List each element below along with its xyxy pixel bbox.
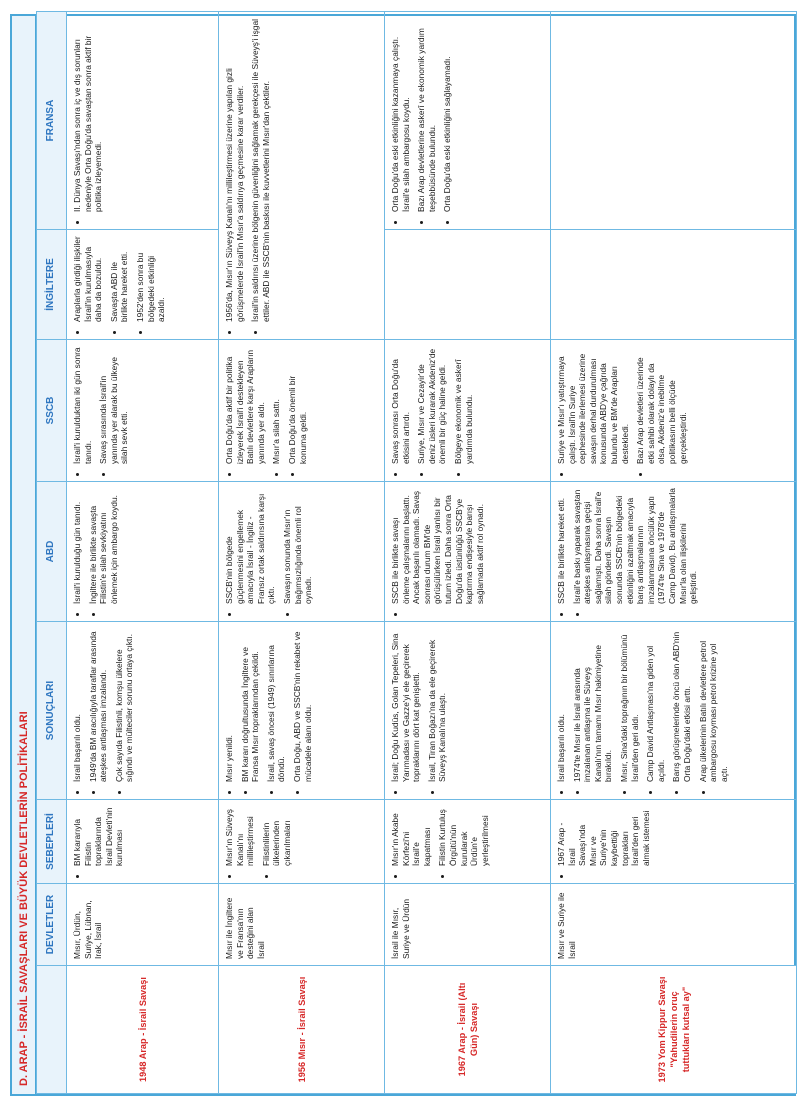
list-item: • BM kararı doğrultusunda İngiltere ve Fransa Mısır topraklarından çekildi.	[240, 628, 261, 782]
list-item: • Araplarla girdiği ilişkiler İsrail'in kurulmasıyla daha da bozuldu.	[72, 236, 104, 322]
header-sebepleri: SEBEPLERİ	[37, 800, 67, 884]
sebepleri-cell	[551, 800, 797, 884]
list-item: • Filistinlilerin ülkelerinden çıkarılmaları	[261, 806, 293, 866]
ingiltere-cell	[67, 230, 219, 340]
list-item: • Mısır, Sina'daki toprağının bir bölümünü İsrail'den geri aldı.	[619, 628, 640, 782]
devletler-cell: Mısır ve Suriye ile İsrail	[551, 884, 797, 966]
ingiltere-cell	[551, 230, 797, 340]
list-item: • İsrail; Doğu Kudüs, Golan Tepeleri, Sina Yarımadası ve Gazze'yi ele geçirerek topraklarını dört kat genişletti.	[390, 628, 422, 782]
list-item: • İsrail'i kurulduktan iki gün sonra tanıdı.	[72, 346, 93, 464]
table-row	[551, 12, 797, 1094]
sscb-cell	[385, 340, 551, 482]
list-item: • İsrail'i kurulduğu gün tanıdı.	[72, 488, 83, 604]
page-title: D. ARAP - İSRAİL SAVAŞLARI VE BÜYÜK DEVLETLERİN POLİTİKALARI	[12, 16, 36, 1094]
list-item: • İsrail başarılı oldu.	[72, 628, 83, 782]
list-item: • Savaş sonrası Orta Doğu'da etkisini artırdı.	[390, 346, 411, 464]
list-item: • SSCB ile birlikte savaşı önleme çalışmalarını başlattı. Ancak başarılı olamadı. Savaş sonrası durum BM'de görüşülürken İsrail yanlısı bir tutum izledi. Daha sonra Orta Doğu'da üstünlüğü SSCB'ye kaptırma endişesiyle barışı sağlamada aktif rol oynadı.	[390, 488, 485, 604]
abd-cell	[385, 482, 551, 622]
list-item: • Bazı Arap devletleri üzerinde etki sahibi olarak dolaylı da olsa, Akdeniz'e inebilme politikasını belli ölçüde gerçekleştirdi.	[635, 346, 688, 464]
list-item: • SSCB ile birlikte hareket etti.	[556, 488, 567, 604]
table-row	[219, 12, 385, 1094]
header-devletler: DEVLETLER	[37, 884, 67, 966]
abd-cell	[67, 482, 219, 622]
list-item: • SSCB'nin bölgede güçlenmesini engellemek amacıyla İsrail - İngiliz - Fransız ortak saldırısına karşı çıktı.	[224, 488, 277, 604]
list-item: • 1974'te Mısır ile İsrail arasında imzalanan antlaşma ile Süveyş Kanalı'nın tamamı Mısır hakimiyetine bırakıldı.	[572, 628, 614, 782]
list-item: • Savaş sırasında İsrail'in yanında yer alarak bu ülkeye silah sevk etti.	[98, 346, 130, 464]
war-label: 1956 Mısır - İsrail Savaşı	[219, 966, 385, 1094]
war-label: 1973 Yom Kippur Savaşı "Yahudilerin oruç tuttukları kutsal ay"	[551, 966, 797, 1094]
list-item: • Bölgeye ekonomik ve askerî yardımda bulundu.	[453, 346, 474, 464]
sscb-cell	[67, 340, 219, 482]
list-item: • İsrail, Tiran Boğazı'na da ele geçirerek Süveyş Kanalı'na ulaştı.	[427, 628, 448, 782]
table-row	[67, 12, 219, 1094]
list-item: • Bazı Arap devletlerine askerî ve ekonomik yardım teşebbüsünde bulundu.	[416, 18, 437, 212]
list-item: • Çok sayıda Filistinli, komşu ülkelere sığındı ve mülteciler sorunu ortaya çıktı.	[114, 628, 135, 782]
list-item: • Savaşta ABD ile birlikte hareket etti.	[109, 236, 130, 322]
sebepleri-cell	[385, 800, 551, 884]
sebepleri-cell	[219, 800, 385, 884]
list-item: • İsrail başarılı oldu.	[556, 628, 567, 782]
list-item: • Orta Doğu'da eski etkinliğini sağlayamadı.	[442, 18, 453, 212]
list-item: • Barış görüşmelerinde öncü olan ABD'nin Orta Doğu'daki etkisi arttı.	[671, 628, 692, 782]
abd-cell	[219, 482, 385, 622]
list-item: • Savaşın sonunda Mısır'ın bağımsızlığında önemli rol oynadı.	[282, 488, 314, 604]
list-item: • 1949'da BM aracılığıyla taraflar arasında ateşkes antlaşması imzalandı.	[88, 628, 109, 782]
list-item: • Orta Doğu'da eski etkinliğini kazanmaya çalıştı. İsrail'e silah ambargosu koydu.	[390, 18, 411, 212]
list-item: • Filistin Kurtuluş Örgütü'nün kurularak Ürdün'e yerleştirilmesi	[437, 806, 490, 866]
table-row	[385, 12, 551, 1094]
war-label: 1948 Arap - İsrail Savaşı	[67, 966, 219, 1094]
sebepleri-cell	[67, 800, 219, 884]
header-sscb: SSCB	[37, 340, 67, 482]
header-sonuclari: SONUÇLARI	[37, 622, 67, 800]
sscb-cell	[551, 340, 797, 482]
list-item: • Suriye ve Mısır'ı yatıştırmaya çalıştı. İsrail'in Suriye cephesinde ilerlemesi üzerine savaşın derhal durdurulması konusunda ABD'ye çağrıda bulundu ve BM'de Arapları destekledi.	[556, 346, 630, 464]
fransa-cell	[67, 12, 219, 230]
wars-table	[36, 11, 797, 1094]
header-corner	[37, 966, 67, 1094]
list-item: • 1967 Arap - İsrail Savaşı'nda Mısır ve Suriye'nin kaybettiği toprakları İsrail'den geri almak istemesi	[556, 806, 651, 866]
list-item: • Orta Doğu'da önemli bir konuma geldi.	[287, 346, 308, 464]
sonuclari-cell	[67, 622, 219, 800]
war-label: 1967 Arap - İsrail (Altı Gün) Savaşı	[385, 966, 551, 1094]
list-item: • Orta Doğu, ABD ve SSCB'nin rekabet ve mücadele alanı oldu.	[292, 628, 313, 782]
list-item: • Mısır yenildi.	[224, 628, 235, 782]
devletler-cell: Mısır ile İngiltere ve Fransa'nın desteğini alan İsrail	[219, 884, 385, 966]
list-item: • BM kararıyla Filistin topraklarında İsrail Devleti'nin kurulması	[72, 806, 125, 866]
list-item: • 1956'da, Mısır'ın Süveyş Kanalı'nı millileştirmesi üzerine yapılan gizli görüşmelerde İsrail'in Mısır'a saldırıya geçmesine karar verdiler.	[224, 18, 245, 322]
list-item: • II. Dünya Savaşı'ndan sonra iç ve dış sorunları nedeniyle Orta Doğu'da savaştan sonra aktif bir politika izleyemedi.	[72, 18, 104, 212]
list-item: • Mısır'ın Akabe Körfezi'ni İsrail'e kapatması	[390, 806, 432, 866]
list-item: • Camp David Antlaşması'na giden yol açıldı.	[645, 628, 666, 782]
sonuclari-cell	[551, 622, 797, 800]
header-fransa: FRANSA	[37, 12, 67, 230]
fransa-cell	[385, 12, 551, 230]
header-row	[37, 12, 67, 1094]
list-item: • Mısır'ın Süveyş Kanalı'nı millileştirmesi	[224, 806, 256, 866]
sonuclari-cell	[385, 622, 551, 800]
ingiltere-fransa-cell	[219, 12, 385, 340]
abd-cell	[551, 482, 797, 622]
list-item: • İngiltere ile birlikte savaşta Filistin'e silah sevkiyatını önlemek için ambargo koydu.	[88, 488, 120, 604]
header-ingiltere: İNGİLTERE	[37, 230, 67, 340]
list-item: • Arap ülkelerinin Batılı devletlere petrol ambargosu koyması petrol krizine yol açtı.	[698, 628, 730, 782]
list-item: • Mısır'a silah sattı.	[271, 346, 282, 464]
list-item: • İsrail'in saldırısı üzerine bölgenin güvenliğini sağlamak gerekçesi ile Süveyş'i işgal ettiler. ABD ile SSCB'nin baskısı ile kuvvetlerini Mısır'dan çektiler.	[250, 18, 271, 322]
fransa-cell	[551, 12, 797, 230]
sonuclari-cell	[219, 622, 385, 800]
list-item: • İsrail, savaş öncesi (1949) sınırlarına döndü.	[266, 628, 287, 782]
list-item: • Orta Doğu'da aktif bir politika izleyerek İsrail'i destekleyen Batılı devletlere karşı Arapların yanında yer aldı.	[224, 346, 266, 464]
list-item: • Suriye, Mısır ve Cezayir'de deniz üsleri kurarak Akdeniz'de önemli bir güç haline geldi.	[416, 346, 448, 464]
devletler-cell: İsrail ile Mısır, Suriye ve Ürdün	[385, 884, 551, 966]
devletler-cell: Mısır, Ürdün, Suriye, Lübnan, Irak, İsrail	[67, 884, 219, 966]
main-table	[10, 14, 796, 1096]
list-item: • İsrail'e baskı yaparak savaştan ateşkes anlaşmasına geçişi sağlamıştı. Daha sonra İsrail'e silah gönderdi. Savaşın sonunda SSCB'nin bölgedeki etkinliğini azaltmak amacıyla barış antlaşmalarının imzalanmasına öncülük yaptı (1974'te Sina ve 1978'de Camp David). Bu antlaşmalarla Mısır'la olan ilişkilerini geliştirdi.	[572, 488, 699, 604]
header-abd: ABD	[37, 482, 67, 622]
sscb-cell	[219, 340, 385, 482]
list-item: • 1952'den sonra bu bölgedeki etkinliği azaldı.	[135, 236, 167, 322]
ingiltere-cell	[385, 230, 551, 340]
